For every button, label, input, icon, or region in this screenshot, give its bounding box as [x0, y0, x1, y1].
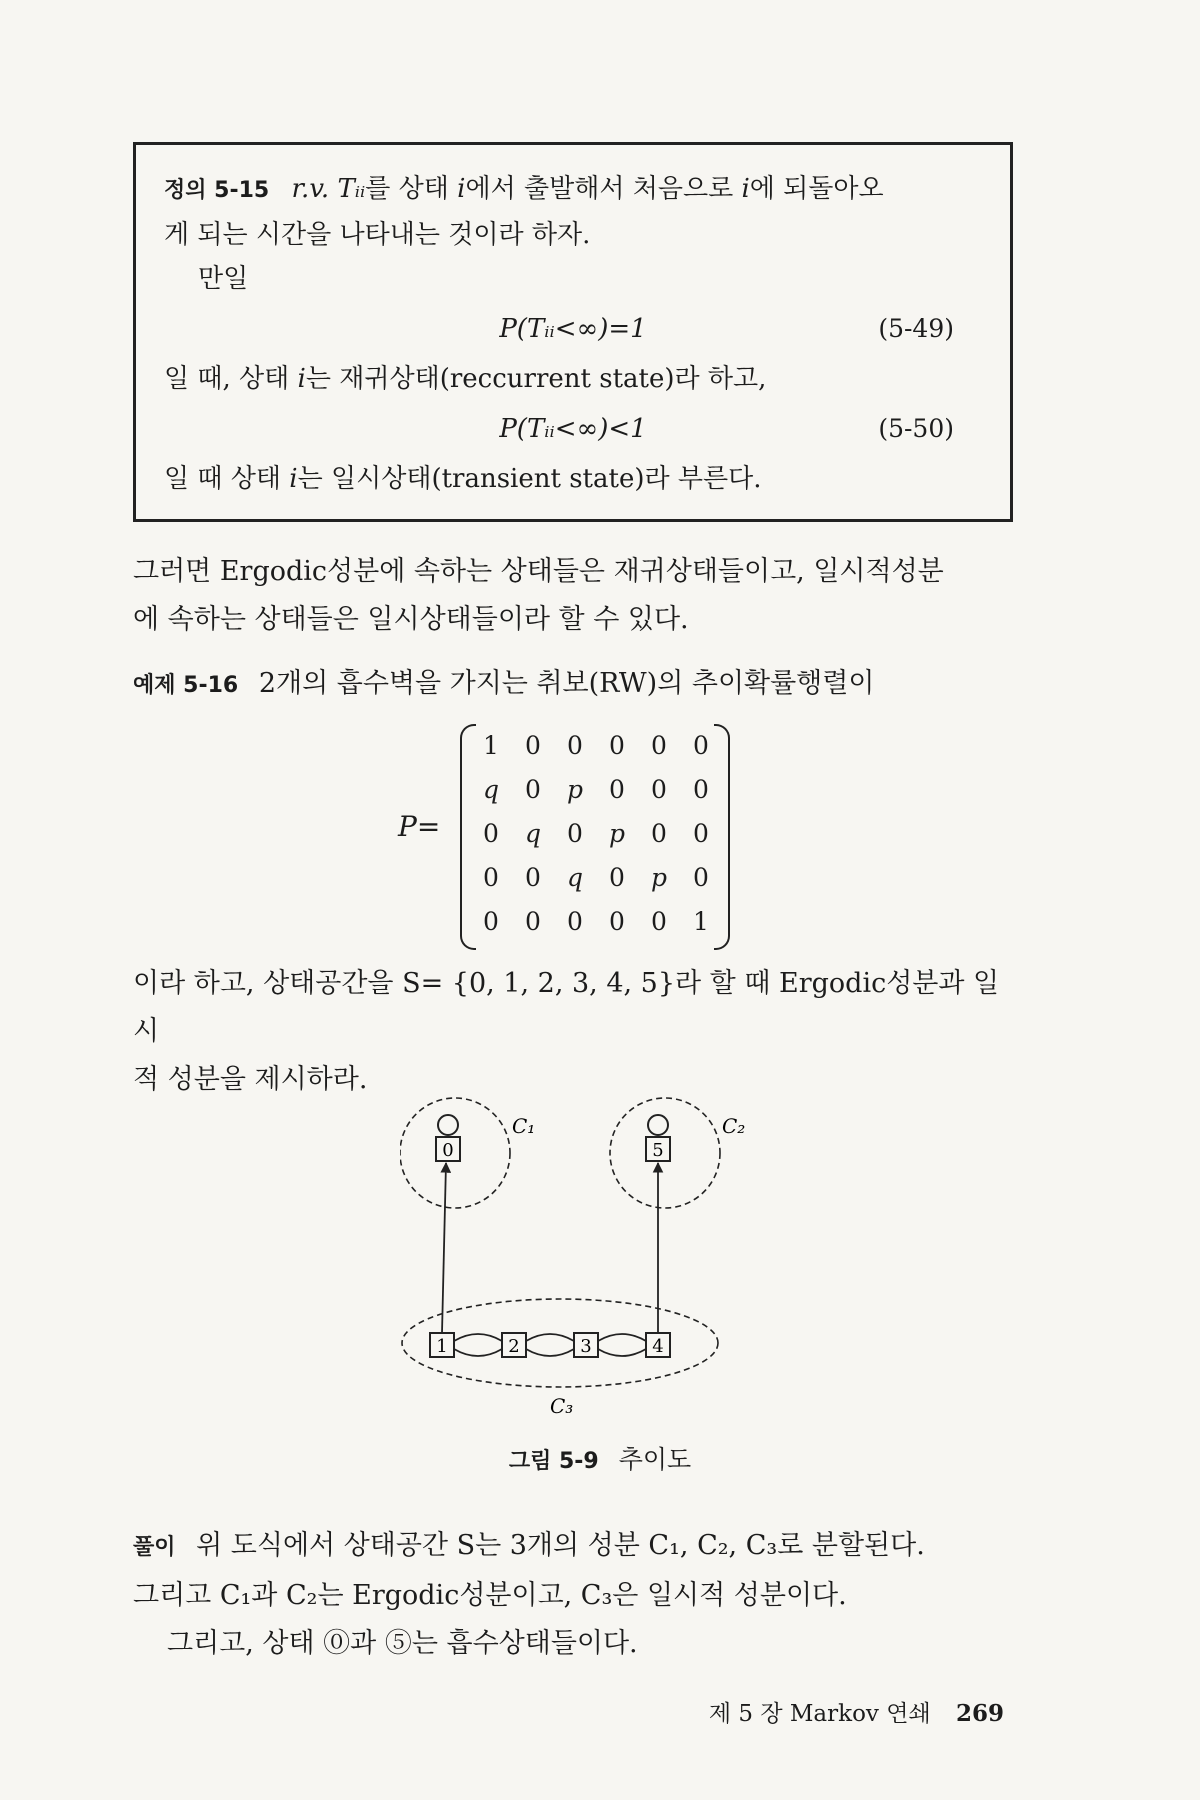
state-label-4: 4: [652, 1336, 664, 1357]
matrix-cell: 0: [525, 775, 541, 804]
matrix-label: P=: [398, 810, 441, 843]
example-after: [133, 960, 1013, 1104]
footer-chapter: 제 5 장 Markov 연쇄: [708, 1701, 931, 1727]
matrix-rows: [470, 724, 722, 944]
paragraph-ergodic: [133, 548, 1013, 644]
label-c2: C₂: [722, 1114, 746, 1138]
transition-diagram: [400, 1095, 820, 1415]
solution-line-2: 그리고 C₁과 C₂는 Ergodic성분이고, C₃은 일시적 성분이다.: [133, 1580, 847, 1611]
equation-1-number: (5-49): [878, 314, 954, 343]
paragraph-line-1: 그러면 Ergodic성분에 속하는 상태들은 재귀상태들이고, 일시적성분: [133, 556, 944, 587]
matrix-cell: 1: [483, 731, 499, 760]
transient-text-a: 일 때 상태: [164, 464, 281, 494]
definition-if: 만일: [198, 264, 249, 294]
matrix-cell: 0: [609, 907, 625, 936]
matrix-cell: 0: [651, 907, 667, 936]
def-text-b: 에서 출발해서 처음으로: [465, 174, 734, 204]
definition-label: 정의 5-15: [164, 178, 270, 203]
matrix-cell: 0: [609, 863, 625, 892]
transient-text-b: 는 일시상태(transient state)라 부른다.: [297, 464, 762, 494]
matrix-cell: p: [566, 775, 583, 804]
var-i-2: i: [741, 174, 750, 204]
matrix-cell: 0: [525, 907, 541, 936]
solution: [133, 1522, 1013, 1668]
matrix-body: [460, 720, 730, 950]
state-label-3: 3: [580, 1336, 592, 1357]
def-text-a: 를 상태: [365, 174, 449, 204]
arc-2-3-upper: [526, 1334, 574, 1341]
solution-line-1: [133, 1522, 1013, 1572]
arc-3-4-upper: [598, 1334, 646, 1341]
solution-text-1: 위 도식에서 상태공간 S는 3개의 성분 C₁, C₂, C₃로 분할된다.: [196, 1530, 925, 1561]
arc-2-3-lower: [526, 1349, 574, 1356]
equation-1: P(Tᵢᵢ<∞)=1: [499, 314, 647, 344]
example-statement: [133, 660, 1013, 710]
equation-2-number: (5-50): [878, 414, 954, 443]
example-after-line-1: 이라 하고, 상태공간을 S= {0, 1, 2, 3, 4, 5}라 할 때 Ergodic성분과 일시: [133, 968, 1000, 1047]
matrix-row: [470, 812, 722, 856]
matrix-cell: 0: [567, 819, 583, 848]
arc-1-2-lower: [454, 1349, 502, 1356]
rv-text: r.v.: [291, 174, 330, 204]
state-label-1: 1: [436, 1336, 448, 1357]
matrix-cell: 0: [651, 775, 667, 804]
matrix-cell: 0: [525, 863, 541, 892]
def-text-c: 에 되돌아오: [749, 174, 884, 204]
state-label-2: 2: [508, 1336, 520, 1357]
example-label: 예제 5-16: [133, 673, 239, 698]
paragraph-line-2: 에 속하는 상태들은 일시상태들이라 할 수 있다.: [133, 604, 689, 635]
matrix-cell: 0: [525, 731, 541, 760]
solution-line-3: 그리고, 상태 ⓪과 ⑤는 흡수상태들이다.: [167, 1628, 638, 1659]
definition-line-2: 게 되는 시간을 나타내는 것이라 하자.: [164, 220, 591, 250]
figure-caption-label: 그림 5-9: [508, 1449, 599, 1474]
example-text: 2개의 흡수벽을 가지는 취보(RW)의 추이확률행렬이: [258, 668, 875, 699]
matrix-cell: 0: [609, 775, 625, 804]
matrix-cell: 0: [693, 863, 709, 892]
recurrent-text-a: 일 때, 상태: [164, 364, 290, 394]
transient-var-i: i: [289, 464, 298, 494]
equation-5-49: [164, 301, 982, 357]
matrix-cell: 0: [693, 775, 709, 804]
label-c3: C₃: [550, 1394, 574, 1415]
arc-1-2-upper: [454, 1334, 502, 1341]
figure-caption: [0, 1440, 1200, 1476]
transient-line: [164, 457, 982, 501]
matrix-cell: 0: [567, 731, 583, 760]
page-number: 269: [955, 1700, 1004, 1727]
matrix-cell: p: [608, 819, 625, 848]
definition-line-1: [164, 167, 982, 213]
arrow-1-to-0: [442, 1163, 446, 1333]
var-i: i: [457, 174, 466, 204]
matrix-cell: 0: [651, 819, 667, 848]
recurrent-var-i: i: [297, 364, 306, 394]
matrix-cell: 0: [483, 819, 499, 848]
definition-box: [133, 142, 1013, 522]
transition-matrix: [390, 720, 750, 950]
matrix-cell: 0: [651, 731, 667, 760]
matrix-cell: 0: [609, 731, 625, 760]
matrix-row: [470, 724, 722, 768]
matrix-cell: 0: [693, 731, 709, 760]
state-label-5: 5: [652, 1140, 664, 1161]
equation-5-50: [164, 401, 982, 457]
matrix-cell: 0: [483, 863, 499, 892]
label-c1: C₁: [512, 1114, 536, 1138]
matrix-cell: 0: [483, 907, 499, 936]
matrix-cell: q: [482, 775, 499, 804]
matrix-row: [470, 856, 722, 900]
recurrent-line: [164, 357, 982, 401]
matrix-cell: 0: [693, 819, 709, 848]
matrix-cell: 0: [567, 907, 583, 936]
arc-3-4-lower: [598, 1349, 646, 1356]
page-footer: [709, 1695, 1004, 1728]
matrix-row: [470, 900, 722, 944]
matrix-cell: 1: [693, 907, 709, 936]
var-tii: Tᵢᵢ: [337, 174, 366, 204]
example-after-line-2: 적 성분을 제시하라.: [133, 1064, 368, 1095]
self-loop-0: [438, 1115, 458, 1135]
matrix-cell: p: [650, 863, 667, 892]
matrix-cell: q: [566, 863, 583, 892]
self-loop-5: [648, 1115, 668, 1135]
matrix-cell: q: [524, 819, 541, 848]
state-label-0: 0: [442, 1140, 454, 1161]
solution-label: 풀이: [133, 1535, 176, 1560]
recurrent-text-b: 는 재귀상태(reccurrent state)라 하고,: [305, 364, 767, 394]
figure-caption-text: 추이도: [618, 1445, 692, 1474]
equation-2: P(Tᵢᵢ<∞)<1: [499, 414, 647, 444]
matrix-row: [470, 768, 722, 812]
